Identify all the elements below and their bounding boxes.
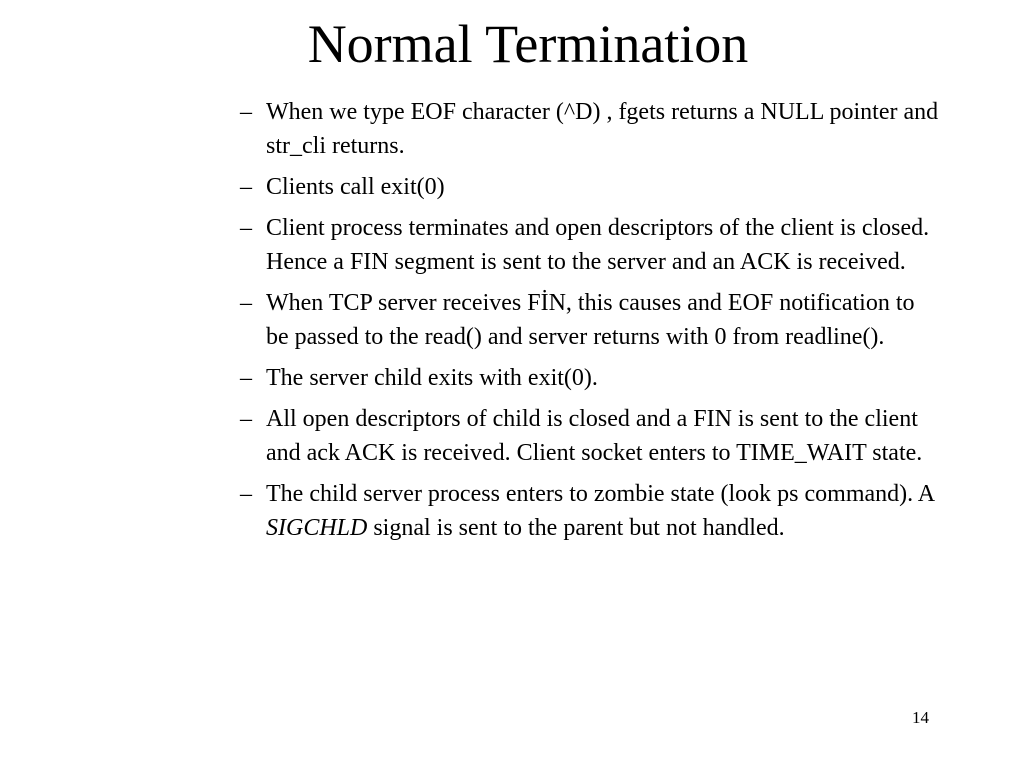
- bullet-item: [240, 402, 940, 470]
- bullet-text: The server child exits with exit(0).: [266, 365, 598, 391]
- bullet-dash: –: [240, 365, 252, 391]
- bullet-text: Clients call exit(0): [266, 174, 445, 200]
- bullet-item: [240, 170, 940, 204]
- bullet-text: All open descriptors of child is closed and a FIN is sent to the client and ack ACK is received. Client socket enters to TIME_WAIT state.: [266, 406, 923, 466]
- bullet-item: [240, 477, 940, 545]
- page-number: 14: [912, 708, 929, 727]
- bullet-dash: –: [240, 406, 252, 432]
- bullet-dash: –: [240, 174, 252, 200]
- bullet-item: [240, 211, 940, 279]
- bullet-item: [240, 361, 940, 395]
- bullet-dash: –: [240, 481, 252, 507]
- bullet-dash: –: [240, 215, 252, 241]
- bullet-text: When we type EOF character (^D) , fgets returns a NULL pointer and str_cli returns.: [266, 99, 939, 159]
- bullet-item: [240, 95, 940, 163]
- bullet-text: signal is sent to the parent but not handled.: [367, 515, 785, 541]
- bullet-list: [240, 95, 940, 552]
- bullet-text: Client process terminates and open descriptors of the client is closed. Hence a FIN segment is sent to the server and an ACK is received.: [266, 215, 930, 275]
- signal-name: SIGCHLD: [266, 515, 368, 541]
- bullet-item: [240, 286, 940, 354]
- bullet-text: When TCP server receives FİN, this causes and EOF notification to be passed to the read() and server returns with 0 from readline().: [266, 290, 915, 350]
- bullet-text: The child server process enters to zombie state (look ps command). A: [266, 481, 934, 507]
- bullet-dash: –: [240, 290, 252, 316]
- slide-title: Normal Termination: [307, 14, 749, 74]
- bullet-dash: –: [240, 99, 252, 125]
